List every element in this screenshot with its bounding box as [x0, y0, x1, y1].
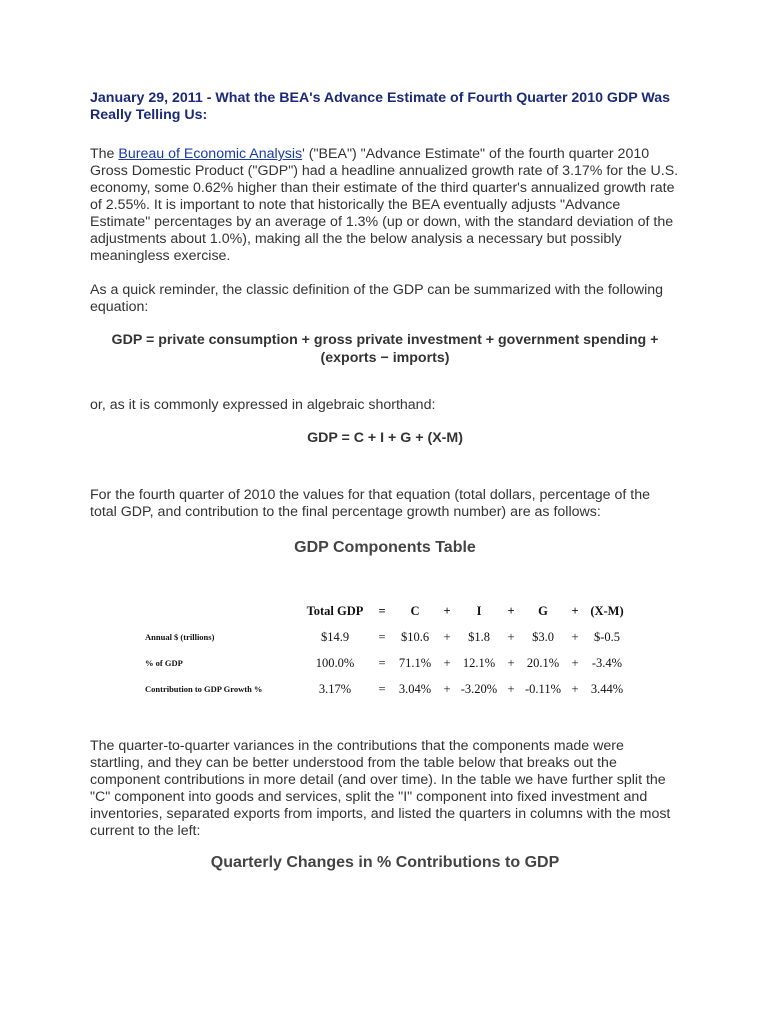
row-label: Contribution to GDP Growth % [145, 684, 263, 694]
header-plus: + [571, 603, 579, 618]
cell-plus: + [507, 629, 515, 644]
cell-c: 71.1% [398, 655, 432, 670]
cell-plus: + [443, 629, 451, 644]
row-label: Annual $ (trillions) [145, 632, 215, 642]
header-plus: + [507, 603, 515, 618]
header-blank-cell [145, 598, 300, 624]
row-label: % of GDP [145, 658, 183, 668]
cell-total: 100.0% [315, 655, 355, 670]
header-xm: (X-M) [590, 603, 624, 618]
gdp-table-title: GDP Components Table [294, 539, 476, 556]
gdp-equation-line2: (exports − imports) [320, 350, 450, 366]
cell-plus: + [507, 681, 515, 696]
table-row [145, 624, 628, 650]
gdp-equation-short: GDP = C + I + G + (X-M) [307, 430, 463, 446]
cell-xm: -3.4% [591, 655, 623, 670]
cell-equals: = [378, 655, 386, 670]
article-headline: January 29, 2011 - What the BEA's Advance Estimate of Fourth Quarter 2010 GDP Was Really Telling Us: [90, 90, 670, 123]
cell-plus: + [507, 655, 515, 670]
header-i: I [476, 603, 482, 618]
table-row [145, 650, 628, 676]
quarterly-table-title: Quarterly Changes in % Contributions to GDP [210, 854, 560, 871]
cell-plus: + [443, 655, 451, 670]
cell-equals: = [378, 629, 386, 644]
cell-plus: + [443, 681, 451, 696]
cell-xm: $-0.5 [593, 629, 621, 644]
gdp-components-table [145, 598, 628, 702]
header-plus: + [443, 603, 451, 618]
cell-g: 20.1% [526, 655, 560, 670]
cell-equals: = [378, 681, 386, 696]
shorthand-paragraph: or, as it is commonly expressed in algebraic shorthand: [90, 397, 436, 413]
cell-g: -0.11% [525, 681, 561, 696]
cell-c: $10.6 [400, 629, 430, 644]
cell-plus: + [571, 681, 579, 696]
cell-xm: 3.44% [590, 681, 624, 696]
table-row [145, 676, 628, 702]
cell-g: $3.0 [532, 629, 554, 644]
header-total: Total GDP [306, 603, 364, 618]
cell-plus: + [571, 629, 579, 644]
cell-c: 3.04% [398, 681, 432, 696]
intro-text-rest: ' ("BEA") "Advance Estimate" of the fourth quarter 2010 Gross Domestic Product ("GDP") had a headline annualized growth rate of 3.17% for the U.S. economy, some 0.62% higher than their estimate of the third quarter's annualized growth rate of 2.55%. It is important to note that historically the BEA eventually adjusts "Advance Estimate" percentages by an average of 1.3% (up or down, with the standard deviation of the adjustments about 1.0%), making all the the below analysis a necessary but possibly meaningless exercise. [90, 146, 679, 264]
cell-i: -3.20% [460, 681, 498, 696]
header-equals: = [378, 603, 386, 618]
intro-paragraph [90, 146, 680, 265]
variance-paragraph: The quarter-to-quarter variances in the contributions that the components made were startling, and they can be better understood from the table below that breaks out the component contributions in more detail (and over time). In the table we have further split the "C" component into goods and services, split the "I" component into fixed investment and inventories, separated exports from imports, and listed the quarters in columns with the most current to the left: [90, 738, 671, 839]
gdp-equation-long [90, 331, 680, 367]
intro-text-start: The [90, 146, 119, 162]
cell-plus: + [571, 655, 579, 670]
cell-total: 3.17% [318, 681, 352, 696]
cell-total: $14.9 [320, 629, 350, 644]
reminder-paragraph: As a quick reminder, the classic definition of the GDP can be summarized with the following equation: [90, 282, 664, 315]
gdp-equation-line1: GDP = private consumption + gross private investment + government spending + [111, 332, 659, 348]
values-paragraph: For the fourth quarter of 2010 the values for that equation (total dollars, percentage of the total GDP, and contribution to the final percentage growth number) are as follows: [90, 487, 650, 520]
cell-i: 12.1% [462, 655, 496, 670]
bea-link[interactable]: Bureau of Economic Analysis [118, 146, 303, 162]
header-g: G [538, 603, 548, 618]
header-c: C [410, 603, 420, 618]
gdp-table-header-row [145, 598, 628, 624]
article-page [90, 90, 680, 872]
cell-i: $1.8 [468, 629, 490, 644]
